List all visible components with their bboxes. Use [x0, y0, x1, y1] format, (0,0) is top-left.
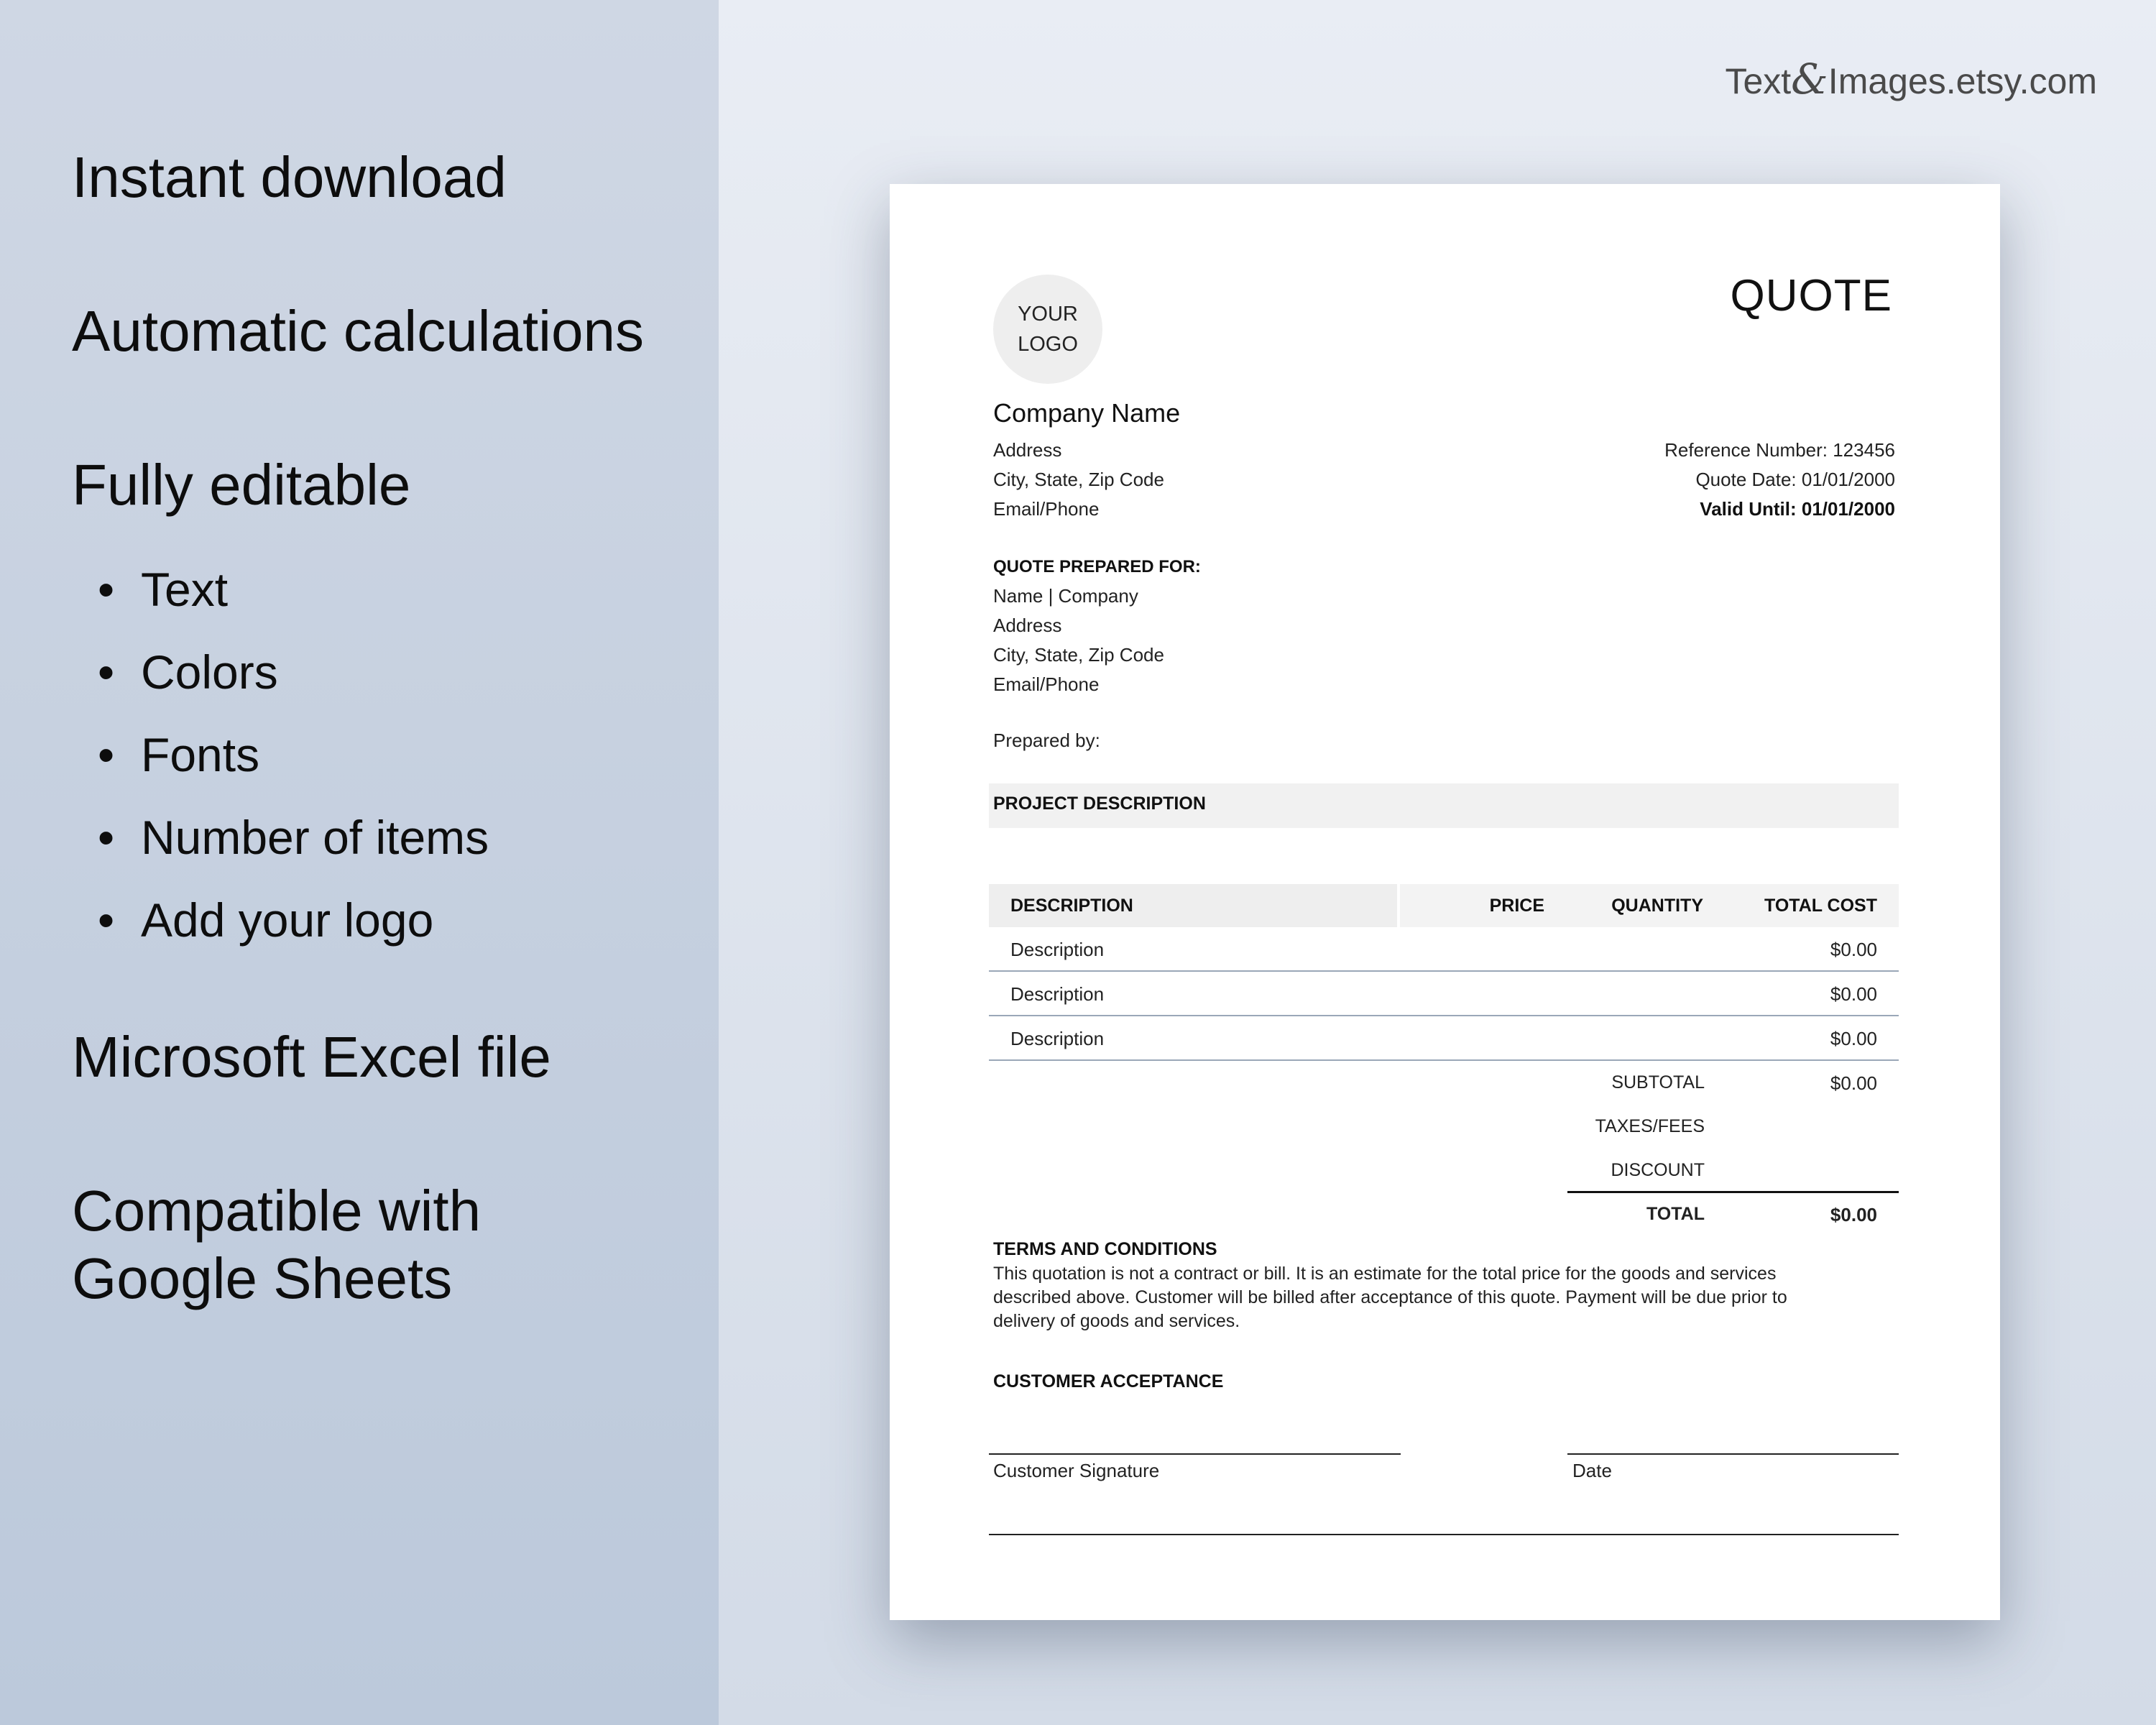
- taxes-label: TAXES/FEES: [1595, 1116, 1705, 1136]
- acceptance-heading: CUSTOMER ACCEPTANCE: [993, 1371, 1224, 1392]
- date-label: Date: [1572, 1460, 1612, 1481]
- watermark-text: Text: [1725, 61, 1792, 101]
- subtotal-label: SUBTOTAL: [1611, 1072, 1705, 1092]
- row-description: Description: [1010, 939, 1105, 960]
- bullet-label: Text: [141, 563, 229, 616]
- signature-line: [989, 1453, 1401, 1455]
- bullet-label: Add your logo: [141, 893, 434, 947]
- row-total: $0.00: [1830, 939, 1877, 960]
- client-address: Address: [993, 615, 1062, 636]
- table-header: [989, 884, 1899, 927]
- discount-row: [989, 1149, 1899, 1192]
- feature-automatic-calculations: Automatic calculations: [72, 299, 644, 363]
- watermark: [1725, 55, 2097, 104]
- subtotal-row: [989, 1061, 1899, 1105]
- quote-meta: [1664, 436, 1895, 524]
- header-quantity: QUANTITY: [1611, 896, 1703, 916]
- bullet-label: Colors: [141, 645, 278, 699]
- signature-label: Customer Signature: [993, 1460, 1160, 1481]
- client-name: Name | Company: [993, 585, 1138, 607]
- company-name: Company Name: [993, 398, 1181, 428]
- company-address-line: Address: [993, 439, 1062, 461]
- quote-date: Quote Date: 01/01/2000: [1695, 469, 1895, 490]
- bullet-icon: •: [98, 811, 115, 864]
- client-city: City, State, Zip Code: [993, 644, 1164, 666]
- feature-instant-download: Instant download: [72, 145, 507, 209]
- company-city-line: City, State, Zip Code: [993, 469, 1164, 490]
- discount-label: DISCOUNT: [1611, 1160, 1705, 1180]
- total-label: TOTAL: [1646, 1204, 1705, 1224]
- total-value: $0.00: [1830, 1204, 1877, 1225]
- prepared-for-block: [993, 552, 1201, 699]
- features-panel: [0, 0, 719, 1725]
- quote-sheet: [890, 184, 2000, 1620]
- bullet-item: [98, 726, 259, 783]
- prepared-for-heading: QUOTE PREPARED FOR:: [993, 557, 1201, 576]
- prepared-by-label: Prepared by:: [993, 730, 1100, 751]
- bullet-icon: •: [98, 563, 115, 616]
- bottom-divider: [989, 1534, 1899, 1535]
- terms-block: [993, 1236, 1906, 1333]
- table-row: [989, 1016, 1899, 1061]
- watermark-domain: Images.etsy.com: [1828, 61, 2097, 101]
- terms-heading: TERMS AND CONDITIONS: [993, 1239, 1217, 1259]
- project-description-bar: [989, 783, 1899, 828]
- table-row: [989, 927, 1899, 972]
- reference-number: Reference Number: 123456: [1664, 439, 1895, 461]
- header-total-cost: TOTAL COST: [1764, 896, 1877, 916]
- terms-line: described above. Customer will be billed after acceptance of this quote. Payment will be due prior to: [993, 1287, 1787, 1307]
- bullet-item: [98, 643, 278, 701]
- bullet-item: [98, 561, 228, 618]
- terms-line: This quotation is not a contract or bill. It is an estimate for the total price for the goods and services: [993, 1264, 1777, 1284]
- row-description: Description: [1010, 983, 1105, 1005]
- project-description-heading: PROJECT DESCRIPTION: [993, 794, 1206, 814]
- bullet-item: [98, 809, 489, 866]
- row-description: Description: [1010, 1028, 1105, 1049]
- logo-placeholder: [993, 275, 1102, 384]
- company-address: [993, 436, 1164, 524]
- bullet-label: Fonts: [141, 728, 260, 781]
- terms-line: delivery of goods and services.: [993, 1311, 1240, 1331]
- row-total: $0.00: [1830, 983, 1877, 1005]
- valid-until: Valid Until: 01/01/2000: [1700, 498, 1895, 520]
- logo-text: YOUR LOGO: [1018, 303, 1078, 356]
- bullet-icon: •: [98, 893, 115, 947]
- client-contact: Email/Phone: [993, 673, 1100, 695]
- feature-excel: Microsoft Excel file: [72, 1025, 551, 1089]
- subtotal-value: $0.00: [1830, 1072, 1877, 1094]
- bullet-label: Number of items: [141, 811, 489, 864]
- bullet-icon: •: [98, 645, 115, 699]
- line-items-table: [989, 884, 1899, 1236]
- feature-fully-editable: Fully editable: [72, 453, 411, 517]
- document-title: QUOTE: [1730, 271, 1892, 321]
- ampersand-glyph: &: [1791, 55, 1828, 104]
- company-contact-line: Email/Phone: [993, 498, 1100, 520]
- total-divider: [1567, 1191, 1899, 1193]
- header-price: PRICE: [1489, 896, 1544, 916]
- header-description: DESCRIPTION: [1010, 896, 1133, 916]
- taxes-row: [989, 1105, 1899, 1149]
- row-total: $0.00: [1830, 1028, 1877, 1049]
- total-row: [989, 1192, 1899, 1236]
- bullet-icon: •: [98, 728, 115, 781]
- feature-compatible-line2: Google Sheets: [72, 1246, 453, 1310]
- table-row: [989, 972, 1899, 1016]
- date-line: [1567, 1453, 1899, 1455]
- bullet-item: [98, 891, 433, 949]
- feature-compatible-line1: Compatible with: [72, 1179, 482, 1243]
